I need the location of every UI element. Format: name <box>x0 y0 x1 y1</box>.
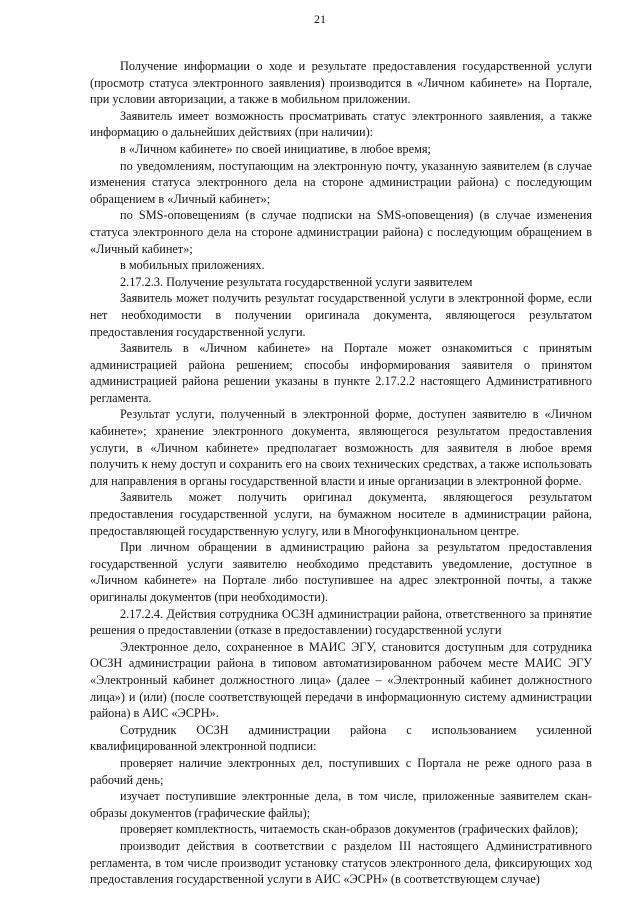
page-number: 21 <box>314 12 326 26</box>
list-item: производит действия в соответствии с разделом III настоящего Административного регламента, в том числе производит установку статусов электронного дела, фиксирующих ход предоставления государственной услуги в АИС «ЭСРН» (в соответствующем случае) <box>90 838 592 887</box>
paragraph: Результат услуги, полученный в электронной форме, доступен заявителю в «Личном кабинете»; хранение электронного документа, являющегося результатом предоставления услуги, в «Личном кабинете» предполагает возможность для заявителя в любое время получить к нему доступ и сохранить его на своих технических средствах, а также использовать для направления в органы государственной власти и иные организации в электронной форме. <box>90 407 592 488</box>
list-item: изучает поступившие электронные дела, в том числе, приложенные заявителем скан-образы документов (графические файлы); <box>90 789 592 820</box>
section-heading: 2.17.2.4. Действия сотрудника ОСЗН администрации района, ответственного за принятие решения о предоставлении (отказе в предоставлении) государственной услуги <box>90 606 592 638</box>
list-item: в «Личном кабинете» по своей инициативе, в любое время; <box>120 141 431 156</box>
list-item: по SMS-оповещениям (в случае подписки на SMS-оповещения) (в случае изменения статуса электронного дела на стороне администрации района) с последующим обращением в «Личный кабинет»; <box>90 208 592 256</box>
paragraph: Сотрудник ОСЗН администрации района с использованием усиленной квалифицированной электронной подписи: <box>90 722 592 754</box>
paragraph: Заявитель в «Личном кабинете» на Портале может ознакомиться с принятым администрацией района решением; способы информирования заявителя о принятом администрацией района решении указаны в пункте 2.17.2.2 настоящего Административного регламента. <box>90 341 592 405</box>
paragraph: При личном обращении в администрацию района за результатом предоставления государственной услуги заявителю необходимо представить уведомление, доступное в «Личном кабинете» на Портале либо поступившее на адрес электронной почты, а также оригиналы документов (при необходимости). <box>90 540 592 604</box>
list-item: в мобильных приложениях. <box>120 258 265 273</box>
list-item: по уведомлениям, поступающим на электронную почту, указанную заявителем (в случае изменения статуса электронного дела на стороне администрации района) с последующим обращением в «Личный кабинет»; <box>90 158 592 206</box>
paragraph: Получение информации о ходе и результате предоставления государственной услуги (просмотр статуса электронного заявления) производится в «Личном кабинете» на Портале, при условии авторизации, а также в мобильном приложении. <box>90 59 592 107</box>
section-heading: 2.17.2.3. Получение результата государственной услуги заявителем <box>120 274 473 289</box>
paragraph: Заявитель может получить оригинал документа, являющегося результатом предоставления государственной услуги, на бумажном носителе в администрации района, предоставляющей государственную услугу, или в Многофункциональном центре. <box>90 490 592 538</box>
document-body <box>90 58 592 888</box>
paragraph: Заявитель может получить результат государственной услуги в электронной форме, если нет необходимости в получении оригинала документа, являющегося результатом предоставления государственной услуги. <box>90 291 592 339</box>
list-item: проверяет комплектность, читаемость скан-образов документов (графических файлов); <box>120 822 579 837</box>
paragraph: Электронное дело, сохраненное в МАИС ЭГУ, становится доступным для сотрудника ОСЗН администрации района в типовом автоматизированном рабочем месте МАИС ЭГУ «Электронный кабинет должностного лица» (далее – «Электронный кабинет должностного лица») и (или) (после соответствующей передачи в информационную систему администрации района) в АИС «ЭСРН». <box>90 639 592 721</box>
paragraph: Заявитель имеет возможность просматривать статус электронного заявления, а также информацию о дальнейших действиях (при наличии): <box>90 108 592 140</box>
list-item: проверяет наличие электронных дел, поступивших с Портала не реже одного раза в рабочий день; <box>90 755 592 787</box>
